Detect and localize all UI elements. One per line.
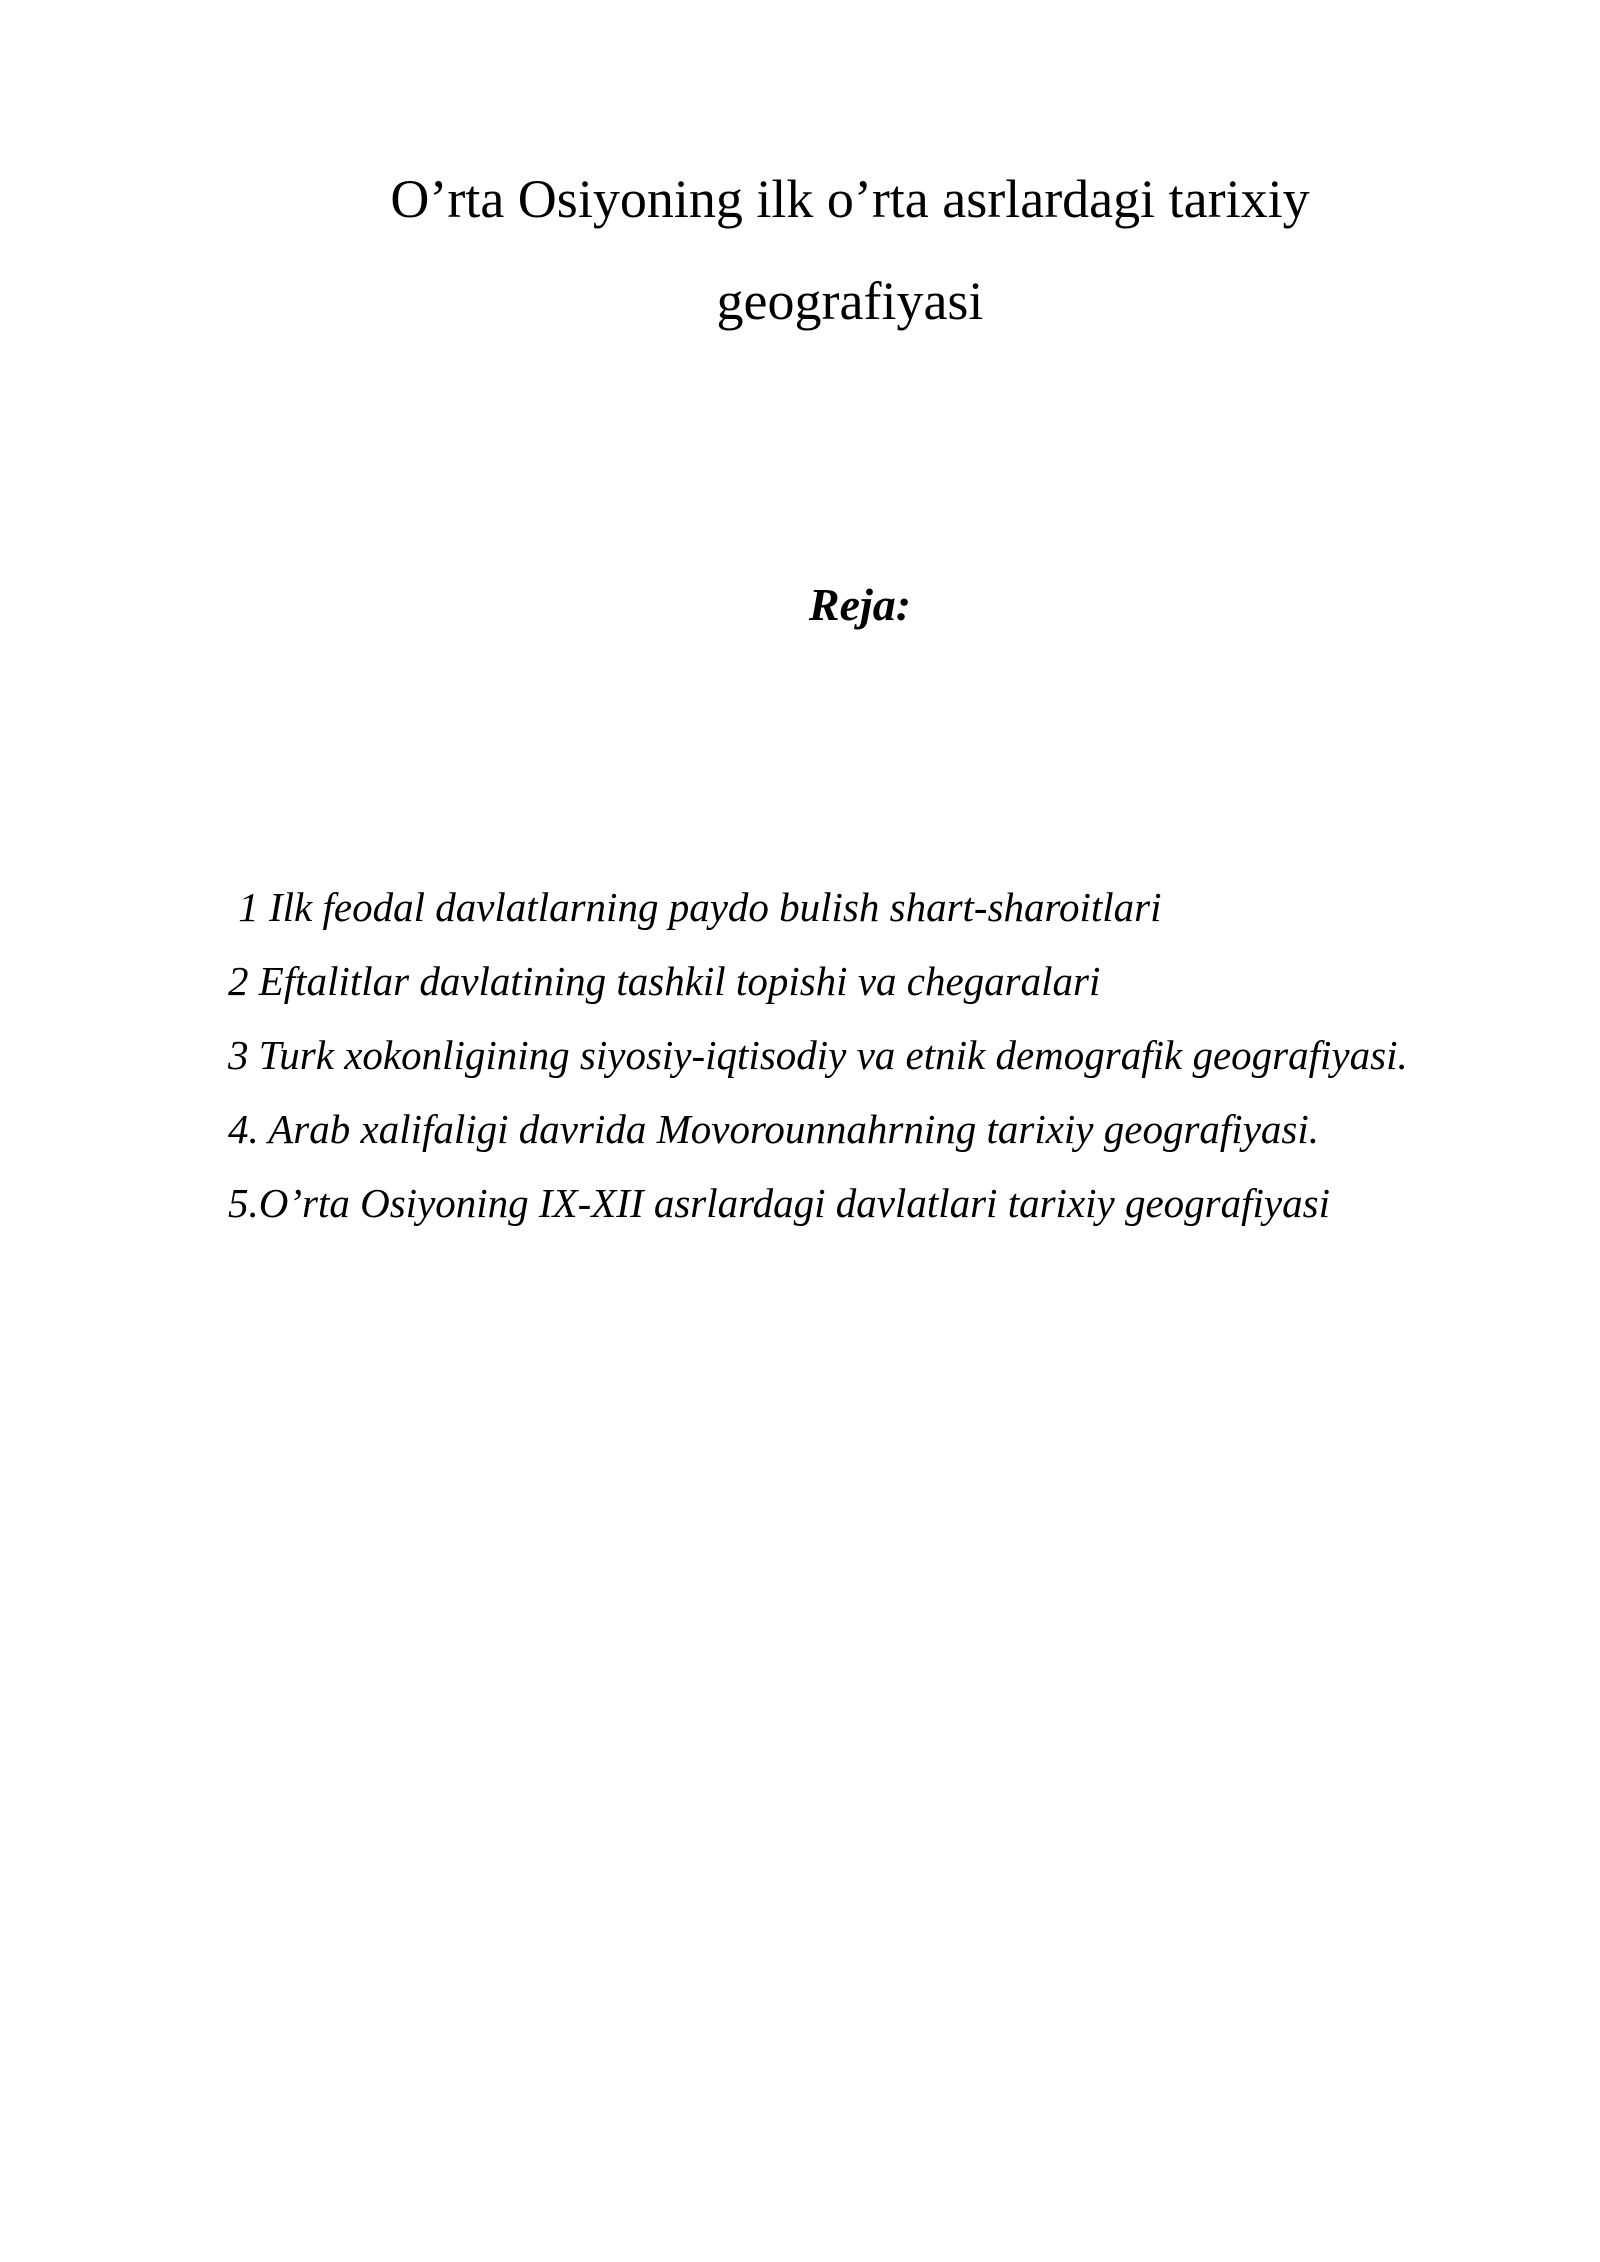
title-line-1: O’rta Osiyoning ilk o’rta asrlardagi tarixiy xyxy=(390,169,1310,229)
plan-item: 3 Turk xokonligining siyosiy-iqtisodiy va etnik demografik geografiyasi. xyxy=(228,1032,1408,1078)
plan-item: 1 Ilk feodal davlatlarning paydo bulish shart-sharoitlari xyxy=(228,884,1162,930)
plan-item: 4. Arab xalifaligi davrida Movorounnahrning tarixiy geografiyasi. xyxy=(228,1106,1319,1152)
plan-list xyxy=(228,870,1528,1240)
plan-item: 5.O’rta Osiyoning IX-XII asrlardagi davlatlari tarixiy geografiyasi xyxy=(228,1180,1330,1226)
plan-heading: Reja: xyxy=(808,579,912,630)
title-line-2: geografiyasi xyxy=(716,271,984,331)
plan-item: 2 Eftalitlar davlatining tashkil topishi va chegaralari xyxy=(228,958,1101,1004)
page-title xyxy=(300,148,1400,352)
